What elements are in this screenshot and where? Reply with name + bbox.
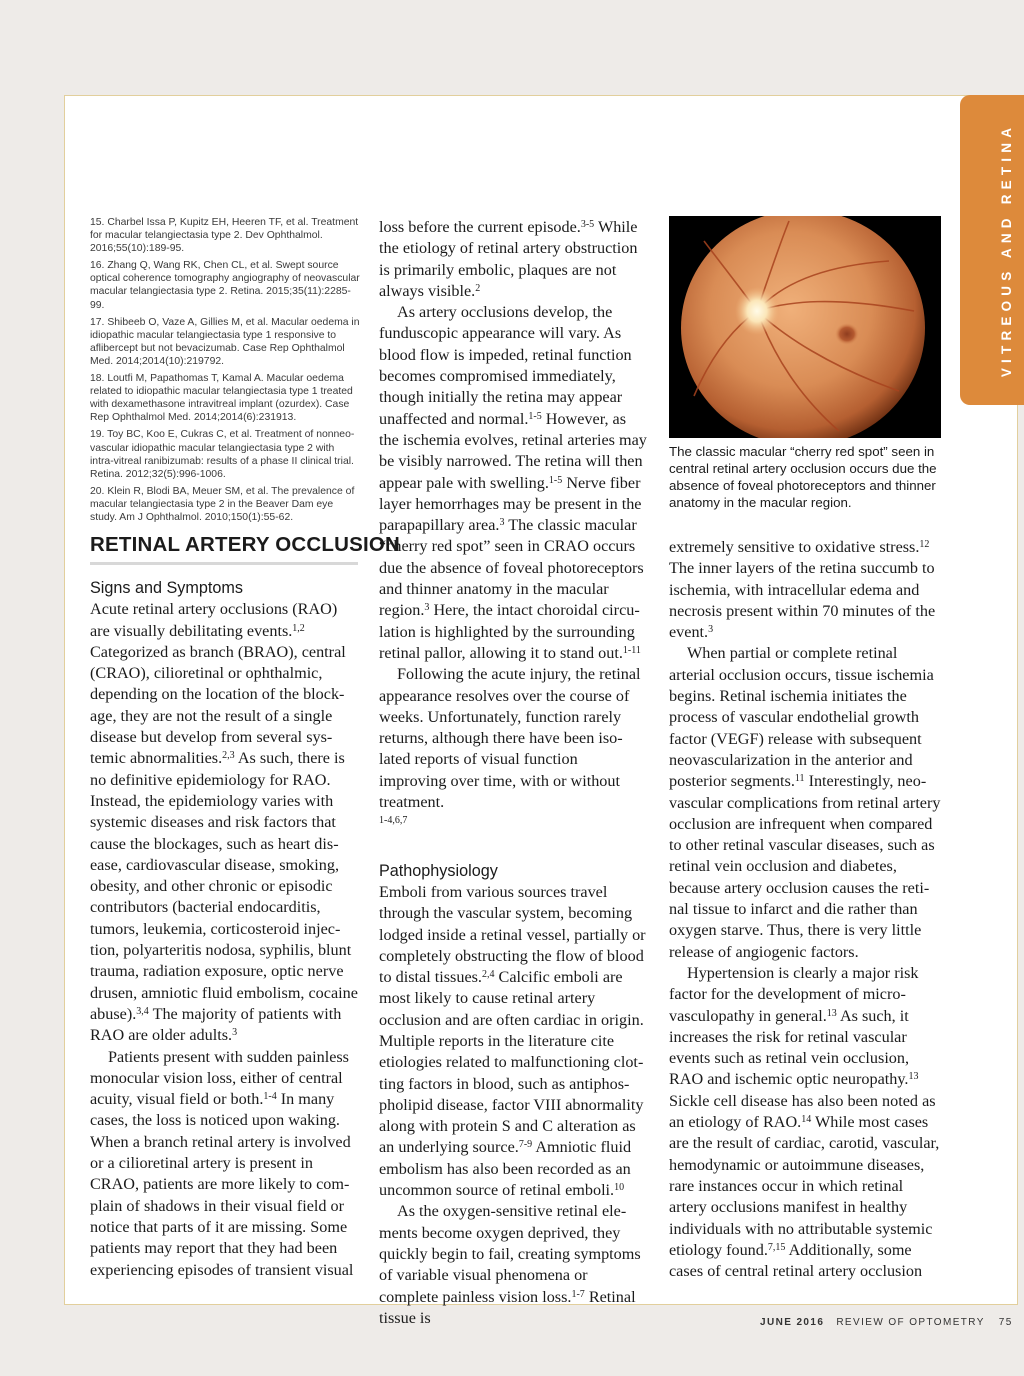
section-side-tab bbox=[960, 95, 1024, 405]
paragraph: Patients present with sudden painless monocular vision loss, either of central acuity, visual field or both.$^{1-4}$ In many cases, the loss is noticed upon waking. When a branch retinal artery is involved or a cilioretinal artery is present in CRAO, patients are more likely to complain of shadows in their visual field or notice that parts of it are missing. Some patients may report that they had been experiencing episodes of transient visual bbox=[90, 1047, 354, 1279]
figure-caption: The classic macular “cherry red spot” seen in central retinal artery occlusion occurs due the absence of foveal photoreceptors and thinner anatomy in the macular region. bbox=[669, 444, 937, 510]
section-title-underline bbox=[90, 562, 358, 565]
paragraph: As artery occlusions develop, the funduscopic appearance will vary. As blood flow is impeded, retinal function becomes compromised immediately, though initially the retina may appear unaffected and normal.$^{1-5}$ However, as the ischemia evolves, retinal arteries may be visibly narrowed. The retina will then appear pale with swelling.$^{1-5}$ Nerve fiber layer hemorrhages may be present in the parapapillary area.$^3$ The classic macular “cherry red spot” seen in CRAO occurs due the absence of foveal photoreceptors and thinner anatomy in the macular region.$^3$ Here, the intact choroidal circulation is highlighted by the surrounding retinal pallor, allowing it to stand out.$^{1-11}$ bbox=[379, 303, 647, 662]
column-1 bbox=[90, 578, 360, 1281]
paragraph: Following the acute injury, the retinal appearance resolves over the course of weeks. Unfortunately, function rarely returns, although there have been isolated reports of visual function improving over time, with or without treatment. $^{1-4,6,7}$ bbox=[379, 665, 641, 827]
reference-list bbox=[90, 216, 360, 528]
page-number: 75 bbox=[998, 1317, 1013, 1328]
paragraph: Hypertension is clearly a major risk factor for the development of microvasculopathy in general.$^{13}$ As such, it increases the risk for retinal vascular events such as retinal vein occlusion, RAO and ischemic optic neuropathy.$^{13}$ Sickle cell disease has also been noted as an etiology of RAO.$^{14}$ While most cases are the result of cardiac, carotid, vascular, hemodynamic or autoimmune diseases, rare instances occur in which retinal artery occlusions manifest in healthy individuals with no attributable systemic etiology found.$^{7,15}$ Additionally, some cases of central retinal artery occlusion bbox=[669, 963, 940, 1281]
paragraph: When partial or complete retinal arterial occlusion occurs, tissue ischemia begins. Retinal ischemia initiates the process of vascular endothelial growth factor (VEGF) release with subsequent neovascularization in the anterior and posterior segments.$^{11}$ Interestingly, neovascular complications from retinal artery occlusion are infrequent when compared to other retinal vascular diseases, such as retinal vein occlusion and diabetes, because artery occlusion causes the retinal tissue to infarct and die rather than oxygen starve. Thus, there is very little release of angiogenic factors. bbox=[669, 644, 941, 961]
reference-item: 17. Shibeeb O, Vaze A, Gillies M, et al. Macular oedema in idiopathic macular telangiectasia type 1 responsive to aflibercept but not bevacizumab. Case Rep Ophthalmol Med. 2014;2014(10):219792. bbox=[90, 316, 360, 367]
paragraph: Emboli from various sources travel through the vascular system, becoming lodged inside a retinal vessel, partially or completely obstructing the flow of blood to distal tissues.$^{2,4}$ Calcific emboli are most likely to cause retinal artery occlusion and are often cardiac in origin. Multiple reports in the literature cite etiologies related to malfunctioning clotting factors in blood, such as antiphospholipid disease, factor VIII abnormality along with protein S and C alteration as an underlying source.$^{7-9}$ Amniotic fluid embolism has also been recorded as an uncommon source of retinal emboli.$^{10}$ bbox=[379, 882, 646, 1200]
reference-item: 20. Klein R, Blodi BA, Meuer SM, et al. The prevalence of macular telangiectasia type 2 in the Beaver Dam eye study. Am J Ophthalmol. 2010;150(1):55-62. bbox=[90, 485, 355, 523]
reference-item: 15. Charbel Issa P, Kupitz EH, Heeren TF, et al. Treatment for macular telangiectasia type 2. Dev Ophthalmol. 2016;55(10):189-95. bbox=[90, 217, 359, 255]
subheading-pathophysiology: Pathophysiology bbox=[379, 861, 498, 880]
reference-item: 16. Zhang Q, Wang RK, Chen CL, et al. Swept source optical coherence tomography angiography of neovascular macular telangiectasia type 2. Retina. 2015;35(11):2285-99. bbox=[90, 260, 360, 311]
fundus-photo-illustration bbox=[669, 216, 941, 438]
column-2 bbox=[379, 217, 647, 1329]
reference-item: 18. Loutfi M, Papathomas T, Kamal A. Macular oedema related to idiopathic macular telangiectasia type 1 treated with dexamethasone intravitreal implant (ozurdex). Case Rep Ophthalmol Med. 2014;2014(6):231913. bbox=[90, 373, 353, 424]
side-tab-label: VITREOUS AND RETINA bbox=[998, 122, 1014, 378]
page-footer bbox=[760, 1317, 1013, 1328]
column-3 bbox=[669, 537, 941, 1282]
paragraph: extremely sensitive to oxidative stress.$^{12}$ The inner layers of the retina succumb to ischemia, with intracellular edema and necrosis present within 70 minutes of the event.$^3$ bbox=[669, 538, 936, 642]
paragraph: Acute retinal artery occlusions (RAO) are visually debilitating events.$^{1,2}$ Categorized as branch (BRAO), central (CRAO), cilioretinal or ophthalmic, depending on the location of the blockage, they are not the result of a single disease but develop from several systemic abnormalities.$^{2,3}$ As such, there is no definitive epidemiology for RAO. Instead, the epidemiology varies with systemic diseases and risk factors that cause the blockages, such as heart disease, cardiovascular disease, smoking, obesity, and other chronic or episodic contributors (bacterial endocarditis, tumors, leukemia, corticosteroid injection, polyarteritis nodosa, syphilis, blunt trauma, radiation exposure, optic nerve drusen, amniotic fluid embolism, cocaine abuse).$^{3,4}$ The majority of patients with RAO are older adults.$^3$ bbox=[90, 600, 358, 1045]
footer-journal: REVIEW OF OPTOMETRY bbox=[836, 1317, 985, 1328]
footer-date: JUNE 2016 bbox=[760, 1317, 825, 1328]
paragraph: loss before the current episode.$^{3-5}$ While the etiology of retinal artery obstruction is primarily embolic, plaques are not always visible.$^2$ bbox=[379, 218, 638, 300]
reference-item: 19. Toy BC, Koo E, Cukras C, et al. Treatment of nonneo-vascular idiopathic macular telangiectasia type 2 with intra-vitreal ranibizumab: results of a phase II clinical trial. Retina. 2012;32(5):996-1006. bbox=[90, 429, 355, 480]
subheading-signs-and-symptoms: Signs and Symptoms bbox=[90, 579, 243, 597]
section-title: RETINAL ARTERY OCCLUSION bbox=[90, 533, 401, 556]
paragraph: As the oxygen-sensitive retinal elements become oxygen deprived, they quickly begin to fail, creating symptoms of variable visual phenomena or complete painless vision loss.$^{1-7}$ Retinal tissue is bbox=[379, 1202, 641, 1327]
fundus-photo bbox=[669, 216, 941, 438]
